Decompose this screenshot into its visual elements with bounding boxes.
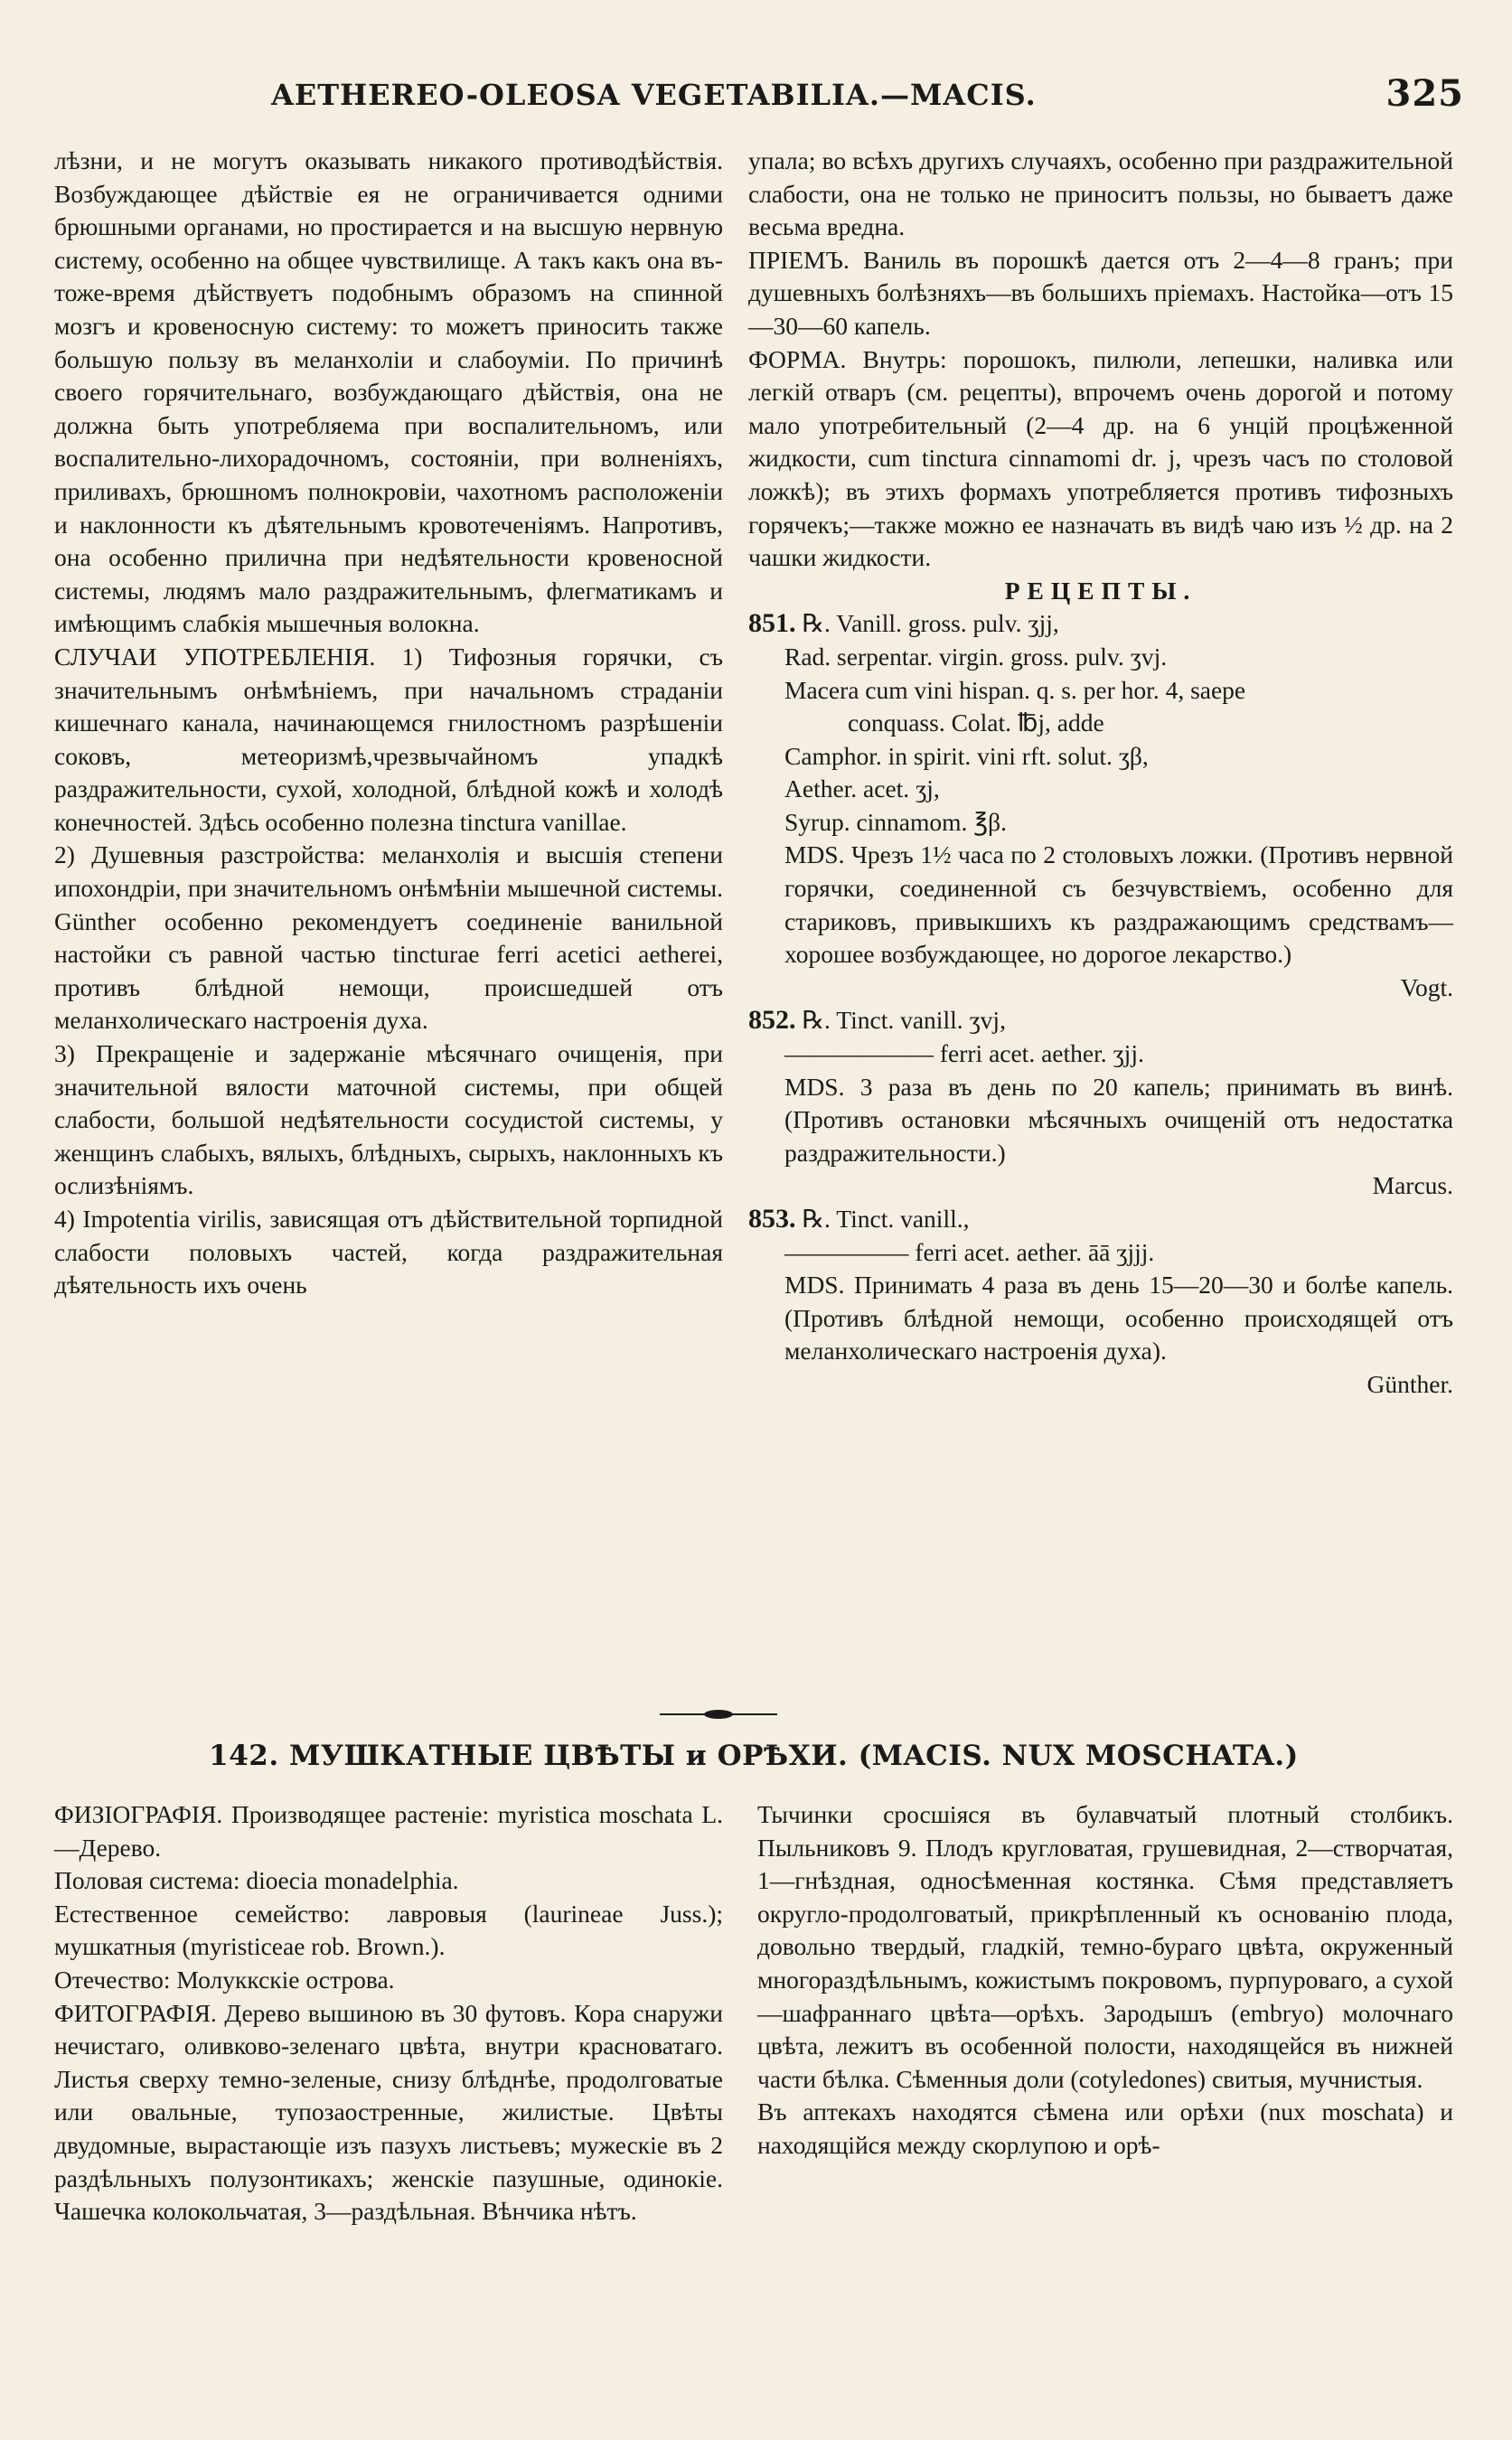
recipe-852 (748, 1004, 1453, 1203)
paragraph: 4) Impotentia virilis, зависящая отъ дѣйствительной торпидной слабости половыхъ частей, когда раздражительная дѣятельность ихъ очень (54, 1205, 723, 1300)
running-head (271, 72, 1464, 117)
recipe-signa: MDS. Чрезъ 1½ часа по 2 столовыхъ ложки. (Противъ нервной горячки, соединенной съ безчувствіемъ, особенно для стариковъ, привыкшихъ къ раздражающимъ средствамъ—хорошее возбуждающее, но дорогое лекарство.) (784, 840, 1453, 969)
running-title: AETHEREO-OLEOSA VEGETABILIA.—MACIS. (271, 78, 1037, 112)
ornamental-divider (660, 1708, 777, 1721)
upper-right-column (748, 145, 1453, 1402)
recipe-853 (748, 1203, 1453, 1402)
recipe-line: Camphor. in spirit. vini rft. solut. ʒβ, (784, 741, 1149, 770)
recipe-signa: MDS. Принимать 4 раза въ день 15—20—30 и болѣе капель. (Противъ блѣдной немощи, особенно происходящей отъ меланхолическаго настроенія духа). (784, 1271, 1453, 1365)
recipes-heading: РЕЦЕПТЫ. (1004, 576, 1197, 605)
recipe-line: Syrup. cinnamom. ℥β. (784, 807, 1008, 836)
recipe-line: —————— ferri acet. aether. ʒjj. (784, 1039, 1144, 1068)
recipe-line: Rad. serpentar. virgin. gross. pulv. ʒvj. (784, 642, 1168, 671)
recipe-author: Marcus. (1372, 1171, 1453, 1200)
paragraph: 3) Прекращеніе и задержаніе мѣсячнаго очищенія, при значительной вялости маточной системы, при общей слабости, большой недѣятельности сосудистой системы, у женщинъ слабыхъ, вялыхъ, блѣдныхъ, сырыхъ, наклонныхъ къ ослизѣніямъ. (54, 1039, 723, 1200)
recipe-signa: MDS. 3 раза въ день по 20 капель; принимать въ винѣ. (Противъ остановки мѣсячныхъ очищеній отъ недостатка раздражительности.) (784, 1072, 1453, 1167)
dosage-paragraph: ПРІЕМЪ. Ваниль въ порошкѣ дается отъ 2—4—8 гранъ; при душевныхъ болѣзняхъ—въ большихъ пріемахъ. Настойка—отъ 15—30—60 капель. (748, 245, 1453, 340)
recipe-line: ℞. Tinct. vanill. ʒvj, (802, 1006, 1006, 1035)
recipe-line: ————— ferri acet. aether. āā ʒjjj. (784, 1237, 1155, 1266)
lower-right-column (757, 1798, 1453, 2163)
section-heading: 142. МУШКАТНЫЕ ЦВѢТЫ и ОРѢХИ. (MACIS. NUX MOSCHATA.) (209, 1740, 1299, 1772)
lower-left-column (54, 1798, 723, 2229)
paragraph: лѣзни, и не могутъ оказывать никакого противодѣйствія. Возбуждающее дѣйствіе ея не ограничивается одними брюшными органами, но простирается и на высшую нервную систему, особенно на общее чувствилище. А такъ какъ она въ-тоже-время дѣйствуетъ подобнымъ образомъ на спинной мозгъ и кровеносную систему: то можетъ приносить также большую пользу въ меланхоліи и слабоуміи. По причинѣ своего горячительнаго, возбуждающаго дѣйствія, она не должна быть употребляема при воспалительномъ, или воспалительно-лихорадочномъ, состояніи, при волненіяхъ, приливахъ, брюшномъ полнокровіи, чахотномъ расположеніи и наклонности къ дѣятельнымъ кровотеченіямъ. Напротивъ, она особенно прилична при недѣятельности кровеносной системы, людямъ мало раздражительнымъ, флегматикамъ и имѣющимъ слабкія мышечныя волокна. (54, 146, 723, 638)
recipe-line: conquass. Colat. ℔j, adde (848, 709, 1104, 737)
recipe-line: Aether. acet. ʒj, (784, 774, 940, 803)
recipe-851 (748, 607, 1453, 1004)
recipe-number: 853. (748, 1204, 796, 1234)
paragraph: Тычинки сросшіяся въ булавчатый плотный столбикъ. Пыльниковъ 9. Плодъ кругловатая, грушевидная, 2—створчатая, 1—гнѣздная, односѣменная костянка. Сѣмя представляетъ округло-продолговатый, прикрѣпленный къ основанію плода, довольно твердый, гладкій, темно-бураго цвѣта, окруженный многораздѣльнымъ, кожистымъ покровомъ, пурпуроваго, а сухой—шафраннаго цвѣта—орѣхъ. Зародышъ (embryo) молочнаго цвѣта, лежитъ въ особенной полости, находящейся въ нижней части бѣлка. Сѣменныя доли (cotyledones) свитыя, мучнистыя. (757, 1800, 1453, 2093)
paragraph: Отечество: Молуккскіе острова. (54, 1965, 395, 1994)
recipe-author: Vogt. (1400, 972, 1453, 1001)
recipe-line: Macera cum vini hispan. q. s. per hor. 4, saepe (784, 675, 1246, 704)
recipe-line: ℞. Vanill. gross. pulv. ʒjj, (802, 609, 1059, 638)
recipe-number: 852. (748, 1005, 796, 1036)
upper-left-column (54, 145, 723, 1302)
paragraph: 2) Душевныя разстройства: меланхолія и высшія степени ипохондріи, при значительномъ онѣмѣніи мышечной системы. Günther особенно рекомендуетъ соединеніе ванильной настойки съ равной частью tincturae ferri acetici aetherei, противъ блѣдной немощи, происшедшей отъ меланхолическаго настроенія духа. (54, 840, 723, 1035)
recipe-line: ℞. Tinct. vanill., (802, 1205, 970, 1233)
paragraph: Естественное семейство: лавровыя (laurineae Juss.); мушкатныя (myristiceae rob. Brown.). (54, 1899, 723, 1961)
recipe-author: Günther. (1366, 1369, 1453, 1398)
paragraph: упала; во всѣхъ другихъ случаяхъ, особенно при раздражительной слабости, она не только не приноситъ пользы, но бываетъ даже весьма вредна. (748, 146, 1453, 241)
page-number: 325 (1385, 72, 1464, 115)
form-paragraph: ФОРМА. Внутрь: порошокъ, пилюли, лепешки, наливка или легкій отваръ (см. рецепты), впрочемъ очень дорогой и потому мало употребительный (2—4 др. на 6 унцій процѣженной жидкости, cum tinctura cinnamomi dr. j, чрезъ часъ по столовой ложкѣ); въ этихъ формахъ употребляется противъ тифозныхъ горячекъ;—также можно ее назначать въ видѣ чаю изъ ½ др. на 2 чашки жидкости. (748, 344, 1453, 572)
recipe-number: 851. (748, 608, 796, 639)
phytography-paragraph: ФИТОГРАФІЯ. Дерево вышиною въ 30 футовъ. Кора снаружи нечистаго, оливково-зеленаго цвѣта, внутри красноватаго. Листья сверху темно-зеленые, снизу блѣднѣе, продолговатые или овальные, тупозаостренные, жилистые. Цвѣты двудомные, вырастающіе изъ пазухъ листьевъ; мужескіе въ 2 раздѣльныхъ полузонтикахъ; женскіе пазушные, одинокіе. Чашечка колокольчатая, 3—раздѣльная. Вѣнчика нѣтъ. (54, 1998, 723, 2226)
paragraph: Въ аптекахъ находятся сѣмена или орѣхи (nux moschata) и находящійся между скорлупою и орѣ- (757, 2097, 1453, 2159)
paragraph: Половая система: dioecia monadelphia. (54, 1866, 459, 1895)
paragraph-usage-cases: СЛУЧАИ УПОТРЕБЛЕНІЯ. 1) Тифозныя горячки, съ значительнымъ онѣмѣніемъ, при начальномъ страданіи кишечнаго канала, начинающемся гнилостномъ разрѣшеніи соковъ, метеоризмѣ,чрезвычайномъ упадкѣ раздражительности, сухой, холодной, блѣдной кожѣ и холодѣ конечностей. Здѣсь особенно полезна tinctura vanillae. (54, 642, 723, 836)
physiography-paragraph: ФИЗІОГРАФІЯ. Производящее растеніе: myristica moschata L.—Дерево. (54, 1800, 723, 1862)
